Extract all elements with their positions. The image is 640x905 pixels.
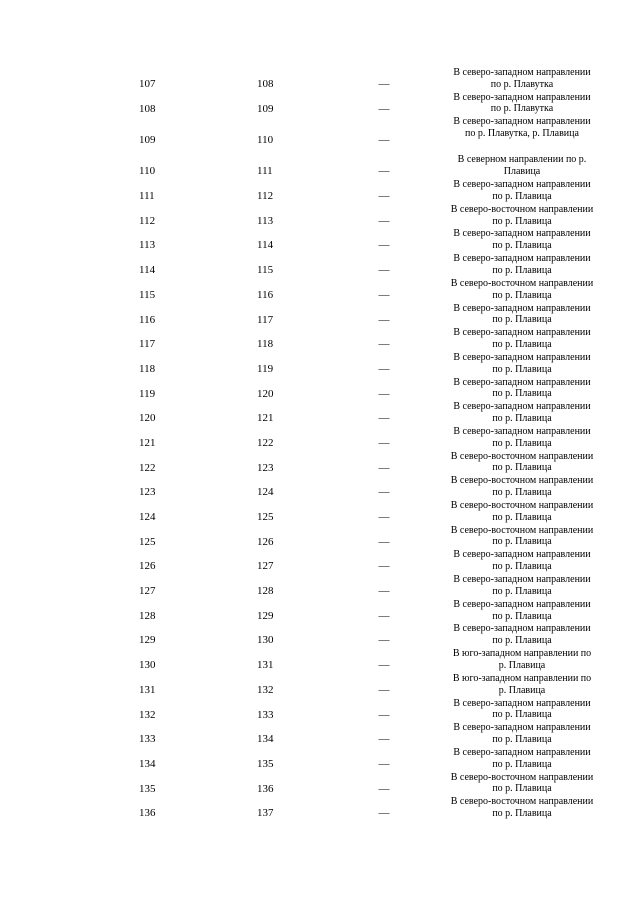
point-to-cell: 133 (257, 708, 274, 721)
point-to-cell: 114 (257, 239, 274, 252)
point-to-cell: 122 (257, 436, 274, 449)
point-from-cell: 108 (139, 102, 156, 115)
point-to-cell: 123 (257, 461, 274, 474)
point-to-cell: 124 (257, 486, 274, 499)
table-row (0, 746, 640, 771)
table-row (0, 598, 640, 623)
point-from-cell: 126 (139, 560, 156, 573)
point-to-cell: 128 (257, 585, 274, 598)
direction-description-cell: В юго-западном направлении по р. Плавица (452, 672, 592, 696)
direction-description-cell: В северо-восточном направлении по р. Плавица (450, 277, 594, 301)
point-to-cell: 119 (257, 362, 274, 375)
direction-description-cell: В северо-западном направлении по р. Плавица (453, 327, 591, 350)
measure-dash-cell: — (378, 634, 390, 647)
direction-description-cell: В северо-западном направлении по р. Плавица (453, 401, 591, 425)
point-from-cell: 129 (139, 634, 156, 647)
table-row (0, 178, 640, 203)
point-from-cell: 114 (139, 264, 156, 277)
measure-dash-cell: — (378, 190, 390, 203)
measure-dash-cell: — (378, 264, 390, 277)
point-from-cell: 112 (139, 214, 156, 227)
point-from-cell: 123 (139, 486, 156, 499)
table-row (0, 672, 640, 697)
point-to-cell: 109 (257, 102, 274, 115)
measure-dash-cell: — (378, 338, 390, 351)
measure-dash-cell: — (378, 362, 390, 375)
table-row (0, 351, 640, 376)
measure-dash-cell: — (378, 757, 390, 770)
table-row (0, 548, 640, 573)
direction-description-cell: В северо-западном направлении по р. Плавица (453, 179, 591, 202)
table-row (0, 622, 640, 647)
measure-dash-cell: — (378, 585, 390, 598)
point-to-cell: 113 (257, 214, 274, 227)
table-row (0, 499, 640, 524)
direction-description-cell: В северо-западном направлении по р. Плавутка (453, 67, 591, 90)
point-from-cell: 132 (139, 708, 156, 721)
measure-dash-cell: — (378, 560, 390, 573)
table-row (0, 376, 640, 401)
point-to-cell: 111 (257, 165, 273, 178)
point-to-cell: 110 (257, 134, 274, 147)
point-to-cell: 121 (257, 412, 274, 425)
direction-description-cell: В северо-западном направлении по р. Плавица (453, 574, 591, 597)
point-to-cell: 118 (257, 338, 274, 351)
table-row (0, 425, 640, 450)
direction-description-cell: В северо-западном направлении по р. Плавица (453, 228, 591, 252)
point-to-cell: 135 (257, 757, 274, 770)
measure-dash-cell: — (378, 659, 390, 672)
measure-dash-cell: — (378, 214, 390, 227)
measure-dash-cell: — (378, 436, 390, 449)
table-row (0, 326, 640, 351)
point-from-cell: 109 (139, 134, 156, 147)
table-row (0, 91, 640, 116)
point-to-cell: 120 (257, 387, 274, 400)
measure-dash-cell: — (378, 165, 390, 178)
point-from-cell: 121 (139, 436, 156, 449)
direction-description-cell: В северо-западном направлении по р. Плавица (453, 623, 591, 647)
point-to-cell: 126 (257, 535, 274, 548)
point-to-cell: 116 (257, 288, 274, 301)
point-to-cell: 137 (257, 807, 274, 820)
point-from-cell: 135 (139, 782, 156, 795)
table-row (0, 400, 640, 425)
point-to-cell: 132 (257, 683, 274, 696)
point-from-cell: 130 (139, 659, 156, 672)
point-from-cell: 125 (139, 535, 156, 548)
point-to-cell: 130 (257, 634, 274, 647)
point-to-cell: 115 (257, 264, 274, 277)
measure-dash-cell: — (378, 511, 390, 523)
measure-dash-cell: — (378, 535, 390, 548)
table-row (0, 573, 640, 598)
measure-dash-cell: — (378, 461, 390, 474)
direction-description-cell: В северо-западном направлении по р. Плавица (453, 549, 591, 573)
direction-description-cell: В северо-западном направлении по р. Плавица (453, 697, 591, 721)
point-from-cell: 116 (139, 313, 156, 326)
point-from-cell: 134 (139, 757, 156, 770)
point-from-cell: 117 (139, 338, 156, 351)
table-row (0, 227, 640, 252)
point-from-cell: 128 (139, 609, 156, 622)
direction-description-cell: В северо-восточном направлении по р. Плавица (450, 450, 594, 474)
point-from-cell: 119 (139, 387, 156, 400)
table-row (0, 277, 640, 302)
point-to-cell: 117 (257, 313, 274, 326)
point-from-cell: 122 (139, 461, 156, 474)
measure-dash-cell: — (378, 782, 390, 795)
direction-description-cell: В северо-западном направлении по р. Плавица (453, 722, 591, 745)
measure-dash-cell: — (378, 313, 390, 326)
point-from-cell: 118 (139, 362, 156, 375)
point-to-cell: 129 (257, 609, 274, 622)
direction-description-cell: В северо-восточном направлении по р. Плавица (450, 475, 594, 499)
point-to-cell: 131 (257, 659, 274, 672)
measure-dash-cell: — (378, 609, 390, 622)
point-to-cell: 127 (257, 560, 274, 573)
table-row (0, 697, 640, 722)
point-from-cell: 136 (139, 807, 156, 820)
boundary-description-table (0, 66, 640, 820)
point-from-cell: 127 (139, 585, 156, 598)
point-to-cell: 136 (257, 782, 274, 795)
table-row (0, 153, 640, 178)
direction-description-cell: В северо-восточном направлении по р. Плавица (450, 524, 594, 548)
measure-dash-cell: — (378, 708, 390, 721)
measure-dash-cell: — (378, 78, 390, 90)
point-from-cell: 111 (139, 190, 155, 203)
point-from-cell: 107 (139, 78, 156, 90)
direction-description-cell: В северо-западном направлении по р. Плавица (453, 425, 591, 449)
table-row (0, 474, 640, 499)
measure-dash-cell: — (378, 683, 390, 696)
table-row (0, 721, 640, 746)
point-from-cell: 113 (139, 239, 156, 252)
measure-dash-cell: — (378, 733, 390, 746)
measure-dash-cell: — (378, 807, 390, 820)
table-row (0, 524, 640, 549)
direction-description-cell: В северо-восточном направлении по р. Плавица (450, 771, 594, 795)
direction-description-cell: В северо-западном направлении по р. Плавица (453, 351, 591, 375)
direction-description-cell: В северо-западном направлении по р. Плавица (453, 376, 591, 400)
point-to-cell: 125 (257, 511, 274, 523)
point-from-cell: 124 (139, 511, 156, 523)
point-from-cell: 133 (139, 733, 156, 746)
table-row (0, 115, 640, 153)
direction-description-cell: В северном направлении по р. Плавица (457, 154, 587, 178)
table-row (0, 252, 640, 277)
point-to-cell: 134 (257, 733, 274, 746)
point-from-cell: 120 (139, 412, 156, 425)
table-row (0, 647, 640, 672)
measure-dash-cell: — (378, 134, 390, 147)
table-row (0, 203, 640, 228)
table-row (0, 66, 640, 91)
measure-dash-cell: — (378, 412, 390, 425)
measure-dash-cell: — (378, 288, 390, 301)
direction-description-cell: В северо-западном направлении по р. Плавутка (453, 91, 591, 115)
direction-description-cell: В северо-западном направлении по р. Плавица (453, 302, 591, 326)
point-to-cell: 108 (257, 78, 274, 90)
direction-description-cell: В северо-восточном направлении по р. Плавица (450, 203, 594, 227)
direction-description-cell: В северо-западном направлении по р. Плавутка, р. Плавица (453, 116, 591, 140)
point-to-cell: 112 (257, 190, 274, 203)
point-from-cell: 115 (139, 288, 156, 301)
measure-dash-cell: — (378, 486, 390, 499)
point-from-cell: 131 (139, 683, 156, 696)
direction-description-cell: В северо-западном направлении по р. Плавица (453, 253, 591, 276)
direction-description-cell: В северо-восточном направлении по р. Плавица (450, 796, 594, 820)
measure-dash-cell: — (378, 239, 390, 252)
direction-description-cell: В северо-западном направлении по р. Плавица (453, 746, 591, 770)
direction-description-cell: В юго-западном направлении по р. Плавица (452, 648, 592, 671)
table-row (0, 450, 640, 475)
table-row (0, 795, 640, 820)
table-row (0, 771, 640, 796)
measure-dash-cell: — (378, 387, 390, 400)
table-row (0, 302, 640, 327)
point-from-cell: 110 (139, 165, 156, 178)
measure-dash-cell: — (378, 102, 390, 115)
direction-description-cell: В северо-западном направлении по р. Плавица (453, 598, 591, 622)
direction-description-cell: В северо-восточном направлении по р. Плавица (450, 500, 594, 523)
